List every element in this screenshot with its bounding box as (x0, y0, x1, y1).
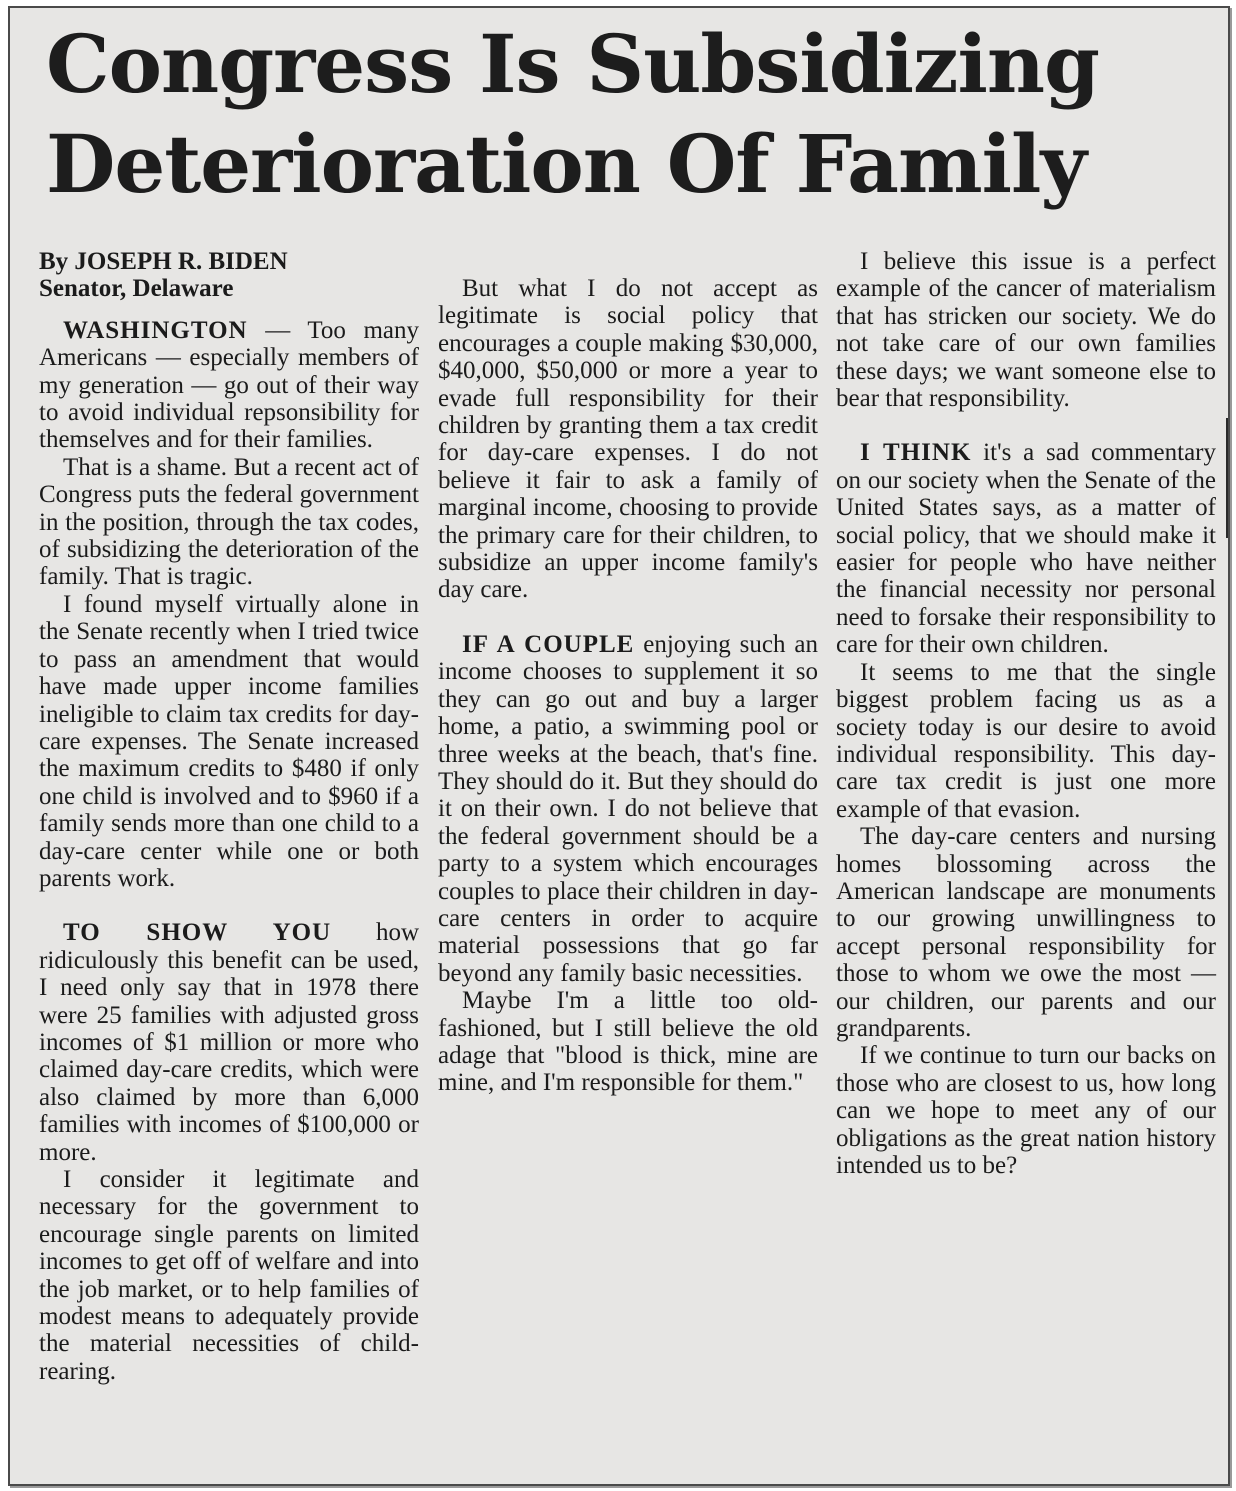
lead-in-i-think: I THINK (860, 439, 972, 467)
paragraph-2: That is a shame. But a recent act of Congress puts the federal government in the position, through the tax codes, of subsidizing the deterioration of the family. That is tragic. (39, 453, 419, 591)
author-name: By JOSEPH R. BIDEN (39, 248, 288, 275)
paragraph-10 (836, 439, 1216, 658)
paragraph-11: It seems to me that the single biggest problem facing us as a society today is our desire to avoid individual responsibility. This day-care tax credit is just one more example of that evasion. (836, 658, 1216, 823)
headline-line-1: Congress Is Subsidizing (46, 17, 1099, 111)
author-title: Senator, Delaware (39, 275, 234, 303)
paragraph-8: Maybe I'm a little too old-fashioned, but I still believe the old adage that "blood is thick, mine are mine, and I'm responsible for them." (438, 987, 818, 1097)
paragraph-4 (39, 919, 419, 1166)
paragraph-7 (438, 631, 818, 987)
page-edge-mark (1226, 418, 1230, 538)
headline-line-2: Deterioration Of Family (46, 117, 1086, 211)
paragraph-7-text: enjoying such an income chooses to supplement it so they can go out and buy a larger home, a patio, a swimming pool or three weeks at the beach, that's fine. They should do it. But they should do it on their own. I do not believe that the federal government should be a party to a system which encourages couples to place their children in day-care centers in order to acquire material possessions that go far beyond any family basic necessities. (438, 630, 818, 987)
paragraph-9: I believe this issue is a perfect example of the cancer of materialism that has stricken our society. We do not take care of our own families these days; we want someone else to bear that responsibility. (836, 248, 1216, 413)
newspaper-clipping (8, 6, 1230, 1486)
column-2 (438, 248, 818, 1097)
paragraph-13: If we continue to turn our backs on those who are closest to us, how long can we hope to meet any of our obligations as the great nation history intended us to be? (836, 1042, 1216, 1179)
byline (39, 248, 419, 303)
headline (46, 14, 1206, 214)
paragraph-10-text: it's a sad commentary on our society when the Senate of the United States says, as a matter of social policy, that we should make it easier for people who have neither the financial necessity nor personal need to forsake their responsibility to care for their own children. (836, 439, 1216, 659)
paragraph-1-text: — Too many Americans — especially members of my generation — go out of their way to avoid individual repsonsibility for themselves and for their families. (39, 316, 419, 454)
paragraph-6: But what I do not accept as legitimate is social policy that encourages a couple making $30,000, $40,000, $50,000 or more a year to evade full responsibility for their children by granting them a tax credit for day-care expenses. I do not believe it fair to ask a family of marginal income, choosing to provide the primary care for their children, to subsidize an upper income family's day care. (438, 275, 818, 604)
paragraph-12: The day-care centers and nursing homes blossoming across the American landscape are monuments to our growing unwillingness to accept personal responsibility for those to whom we owe the most — our children, our parents and our grandparents. (836, 823, 1216, 1042)
paragraph-1 (39, 317, 419, 454)
column-1 (39, 248, 419, 1385)
paragraph-4-text: how ridiculously this benefit can be used, I need only say that in 1978 there were 25 families with adjusted gross incomes of $1 million or more who claimed day-care credits, which were also claimed by more than 6,000 families with incomes of $100,000 or more. (39, 919, 419, 1166)
column-3 (836, 248, 1216, 1179)
lead-in-to-show-you: TO SHOW YOU (63, 919, 332, 947)
lead-in-if-a-couple: IF A COUPLE (462, 630, 635, 658)
dateline: WASHINGTON (63, 316, 248, 344)
paragraph-5: I consider it legitimate and necessary for the government to encourage single parents on limited incomes to get off of welfare and into the job market, or to help families of modest means to adequately provide the material necessities of child-rearing. (39, 1166, 419, 1385)
paragraph-3: I found myself virtually alone in the Senate recently when I tried twice to pass an amendment that would have made upper income families ineligible to claim tax credits for day-care expenses. The Senate increased the maximum credits to $480 if only one child is involved and to $960 if a family sends more than one child to a day-care center while one or both parents work. (39, 590, 419, 892)
